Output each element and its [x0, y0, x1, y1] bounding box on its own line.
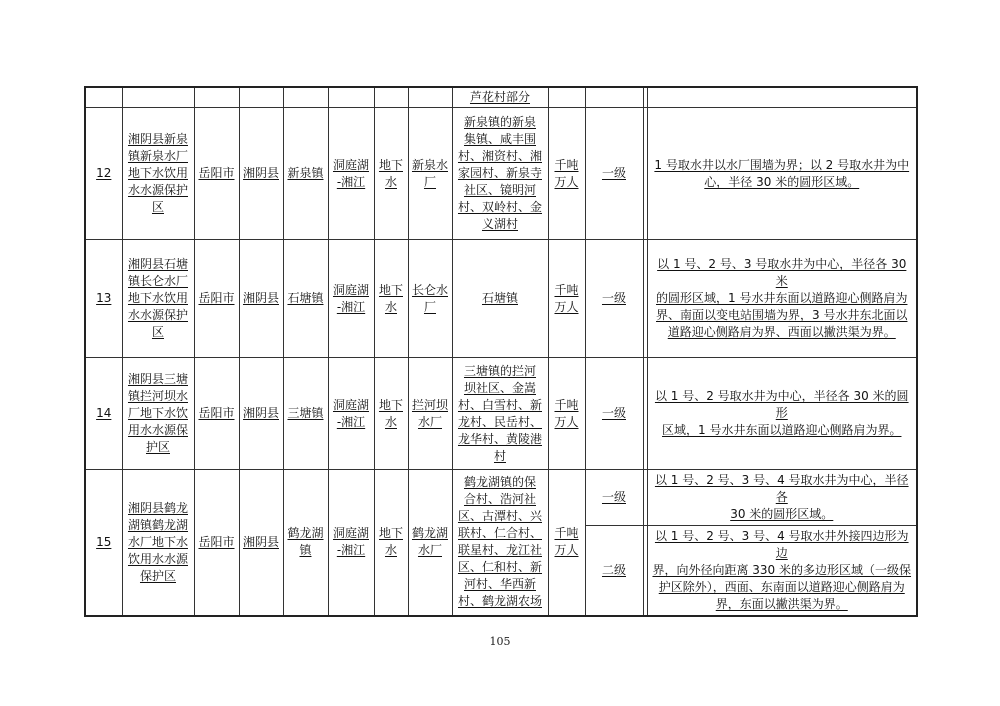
served-villages-cell: 三塘镇的拦河 坝社区、金嵩 村、白雪村、新 龙村、民岳村、 龙华村、黄陵港 村 — [452, 358, 548, 470]
county-cell: 湘阴县 — [239, 358, 283, 470]
town-cell: 鹤龙湖 镇 — [283, 470, 328, 616]
water-type-cell: 地下 水 — [374, 108, 408, 240]
scale-cell: 千吨 万人 — [548, 470, 585, 616]
city-cell: 岳阳市 — [194, 240, 239, 358]
protection-scope-cell: 以 1 号、2 号取水井为中心，半径各 30 米的圆形 区域，1 号水井东面以道路迎心侧路肩为界。 — [647, 358, 917, 470]
table-row-continuation — [85, 87, 917, 108]
row-number: 13 — [85, 240, 122, 358]
basin-cell: 洞庭湖 -湘江 — [328, 358, 374, 470]
protection-scope-cell: 以 1 号、2 号、3 号取水井为中心，半径各 30 米 的圆形区域，1 号水井东面以道路迎心侧路肩为 界、南面以变电站围墙为界，3 号水井东北面以 道路迎心侧路肩为界、西面以撇洪渠为界。 — [647, 240, 917, 358]
protection-zone-table — [84, 86, 918, 617]
county-cell: 湘阴县 — [239, 470, 283, 616]
table-row — [85, 240, 917, 358]
zone-name: 湘阴县三塘 镇拦河坝水 厂地下水饮 用水水源保 护区 — [122, 358, 194, 470]
city-cell: 岳阳市 — [194, 108, 239, 240]
protection-scope-cell: 1 号取水井以水厂围墙为界；以 2 号取水井为中 心，半径 30 米的圆形区域。 — [647, 108, 917, 240]
row-number: 14 — [85, 358, 122, 470]
town-cell: 石塘镇 — [283, 240, 328, 358]
plant-cell: 长仑水 厂 — [408, 240, 452, 358]
served-villages-cell: 新泉镇的新泉 集镇、咸丰围 村、湘资村、湘 家园村、新泉寺 社区、镜明河 村、双岭村、金 义湖村 — [452, 108, 548, 240]
water-type-cell: 地下 水 — [374, 240, 408, 358]
county-cell: 湘阴县 — [239, 108, 283, 240]
row-number: 15 — [85, 470, 122, 616]
scale-cell: 千吨 万人 — [548, 108, 585, 240]
protection-scope-cell: 以 1 号、2 号、3 号、4 号取水井为中心，半径各 30 米的圆形区域。 — [647, 470, 917, 526]
served-villages-cell: 鹤龙湖镇的保 合村、浩河社 区、古潭村、兴 联村、仁合村、 联星村、龙江社 区、仁和村、新 河村、华西新 村、鹤龙湖农场 — [452, 470, 548, 616]
protection-scope-cell: 以 1 号、2 号、3 号、4 号取水井外接四边形为边 界，向外径向距离 330 米的多边形区域（一级保 护区除外），西面、东南面以道路迎心侧路肩为 界，东面以撇洪渠为界。 — [647, 526, 917, 616]
protection-level-cell: 一级 — [585, 240, 643, 358]
town-cell: 三塘镇 — [283, 358, 328, 470]
table-row — [85, 470, 917, 526]
plant-cell: 鹤龙湖 水厂 — [408, 470, 452, 616]
row-number: 12 — [85, 108, 122, 240]
city-cell: 岳阳市 — [194, 358, 239, 470]
plant-cell: 拦河坝 水厂 — [408, 358, 452, 470]
county-cell: 湘阴县 — [239, 240, 283, 358]
city-cell: 岳阳市 — [194, 470, 239, 616]
basin-cell: 洞庭湖 -湘江 — [328, 240, 374, 358]
served-villages-cell: 石塘镇 — [452, 240, 548, 358]
table-row — [85, 358, 917, 470]
protection-level-cell: 一级 — [585, 108, 643, 240]
protection-level-cell: 一级 — [585, 358, 643, 470]
protection-level-cell: 一级 — [585, 470, 643, 526]
served-villages-cell: 芦花村部分 — [452, 87, 548, 108]
plant-cell: 新泉水 厂 — [408, 108, 452, 240]
zone-name: 湘阴县新泉 镇新泉水厂 地下水饮用 水水源保护 区 — [122, 108, 194, 240]
basin-cell: 洞庭湖 -湘江 — [328, 470, 374, 616]
water-type-cell: 地下 水 — [374, 470, 408, 616]
page-number: 105 — [489, 635, 511, 648]
protection-level-cell: 二级 — [585, 526, 643, 616]
scale-cell: 千吨 万人 — [548, 240, 585, 358]
table-row — [85, 108, 917, 240]
scale-cell: 千吨 万人 — [548, 358, 585, 470]
water-type-cell: 地下 水 — [374, 358, 408, 470]
basin-cell: 洞庭湖 -湘江 — [328, 108, 374, 240]
zone-name: 湘阴县石塘 镇长仑水厂 地下水饮用 水水源保护 区 — [122, 240, 194, 358]
zone-name: 湘阴县鹤龙 湖镇鹤龙湖 水厂地下水 饮用水水源 保护区 — [122, 470, 194, 616]
town-cell: 新泉镇 — [283, 108, 328, 240]
